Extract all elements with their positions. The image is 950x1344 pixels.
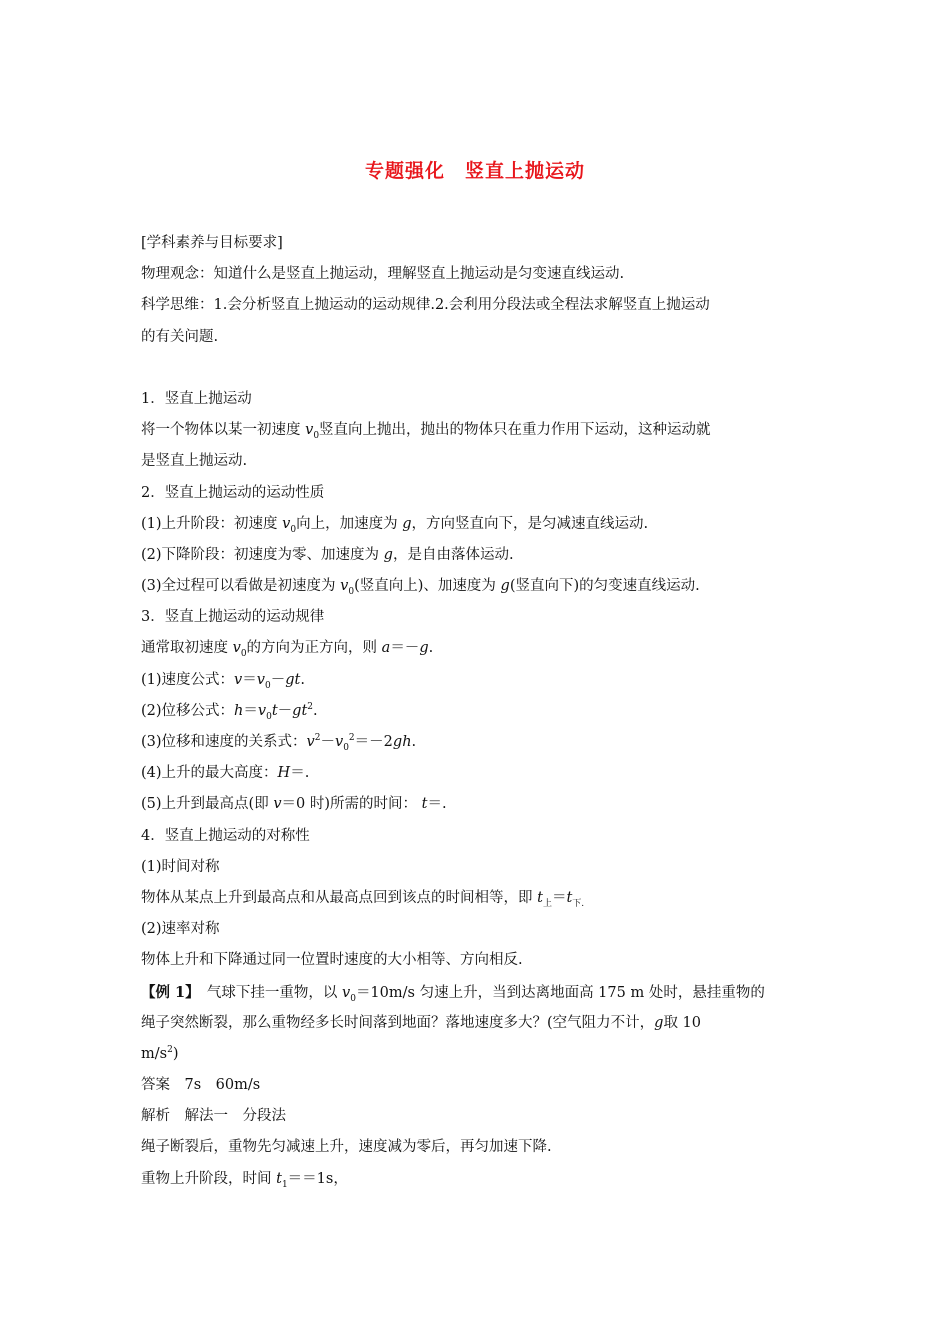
section-1-definition-cont: 是竖直上抛运动. [141, 453, 248, 470]
scientific-thinking-text-cont: 的有关问题. [141, 328, 219, 345]
physics-concept-text: 物理观念：知道什么是竖直上抛运动，理解竖直上抛运动是匀变速直线运动. [141, 266, 625, 283]
blank-line [141, 353, 813, 384]
time-symmetry-text: 物体从某点上升到最高点和从最高点回到该点的时间相等，即 $t_上=t_{下.}$ [141, 889, 585, 909]
section-2-item-1: (1)上升阶段：初速度 $v_0$向上，加速度为 g，方向竖直向下，是匀减速直线运动. [141, 515, 649, 535]
speed-symmetry-heading: (2)速率对称 [141, 921, 220, 938]
section-2-heading: 2．竖直上抛运动的运动性质 [141, 484, 325, 501]
example-1-analysis-heading: 解析 解法一 分段法 [141, 1108, 286, 1125]
section-3-intro: 通常取初速度 $v_0$的方向为正方向，则 a＝－g. [141, 640, 434, 660]
example-1-answer: 答案 7s 60m/s [141, 1077, 261, 1094]
example-1-question: 【例 1】 气球下挂一重物，以 $v_0=10m/s$ 匀速上升，当到达离地面高 175 m 处时，悬挂重物的 [141, 983, 765, 1004]
page-title: 专题强化 竖直上抛运动 [364, 160, 585, 182]
example-1-analysis-step-2: 重物上升阶段，时间 $t_1==1s$， [141, 1170, 348, 1190]
relation-formula: (3)位移和速度的关系式：$v^2-v_0^2=-2gh$. [141, 733, 417, 753]
section-4-heading: 4．竖直上抛运动的对称性 [141, 827, 310, 844]
section-2-item-2: (2)下降阶段：初速度为零、加速度为 g，是自由落体运动. [141, 546, 514, 563]
document-body [141, 228, 813, 1195]
speed-symmetry-text: 物体上升和下降通过同一位置时速度的大小相等、方向相反. [141, 952, 523, 969]
example-1-question-cont: 绳子突然断裂，那么重物经多长时间落到地面？落地速度多大？(空气阻力不计，g取 10 [141, 1014, 702, 1031]
section-1-heading: 1．竖直上抛运动 [141, 390, 252, 407]
section-1-definition: 将一个物体以某一初速度 $v_0$竖直向上抛出，抛出的物体只在重力作用下运动，这种运动就 [141, 422, 711, 442]
displacement-formula: (2)位移公式：$h=v_0t-gt^2$. [141, 701, 318, 722]
section-2-item-3: (3)全过程可以看做是初速度为 $v_0$(竖直向上)、加速度为 g(竖直向下)的匀变速直线运动. [141, 578, 700, 597]
time-symmetry-heading: (1)时间对称 [141, 858, 220, 875]
objectives-header: [学科素养与目标要求] [141, 235, 283, 251]
time-to-top-formula: (5)上升到最高点(即 v＝0 时)所需的时间： t＝. [141, 796, 447, 813]
scientific-thinking-text: 科学思维：1.会分析竖直上抛运动的运动规律.2.会利用分段法或全程法求解竖直上抛运动 [141, 297, 710, 314]
velocity-formula: (1)速度公式：$v=v_0-gt$. [141, 671, 305, 691]
section-3-heading: 3．竖直上抛运动的运动规律 [141, 609, 325, 626]
max-height-formula: (4)上升的最大高度：H＝. [141, 765, 310, 782]
example-1-question-end: $m/s^2$) [141, 1045, 179, 1062]
example-1-analysis-step-1: 绳子断裂后，重物先匀减速上升，速度减为零后，再匀加速下降. [141, 1139, 552, 1156]
